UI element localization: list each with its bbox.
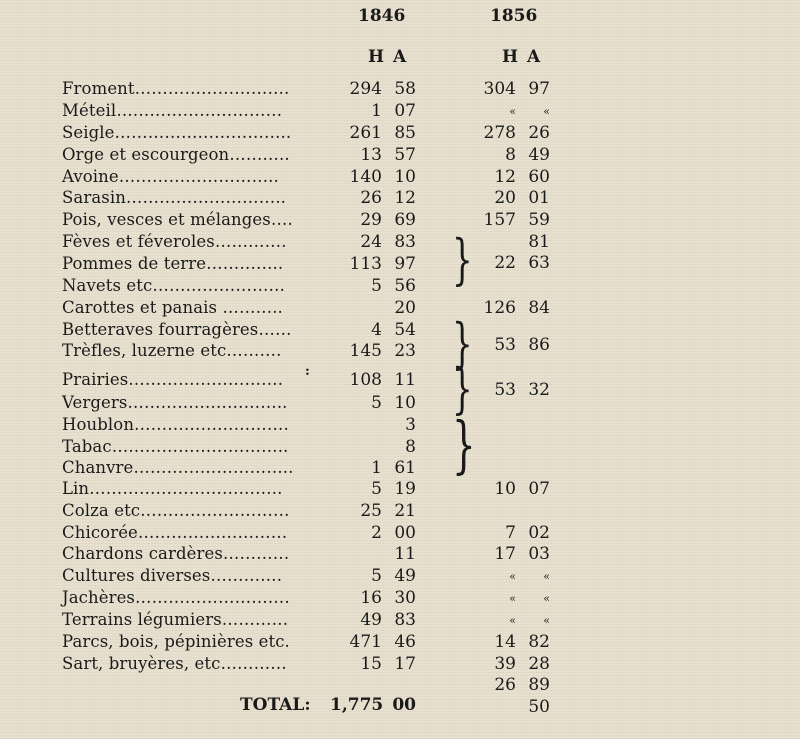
row-label: Terrains légumiers………… <box>62 610 289 629</box>
value-1856-a: 63 <box>528 253 550 273</box>
value-1856-h: 17 <box>494 544 516 564</box>
row-label: Chicorée……………………… <box>62 523 288 542</box>
value-1856-h: 126 <box>483 298 516 318</box>
value-1846-a: 46 <box>394 632 416 652</box>
row-label: Prairies………………………. <box>62 370 284 389</box>
value-1856-a: 97 <box>528 79 550 99</box>
value-1856-a: 82 <box>528 632 550 652</box>
extra-1856-a: 89 <box>528 675 550 695</box>
a-header-1846: A <box>393 47 407 67</box>
value-1856-h: « <box>509 592 516 605</box>
value-1846-a: 85 <box>394 123 416 143</box>
value-1846-h: 5 <box>371 479 382 499</box>
value-1846-a: 20 <box>394 298 416 318</box>
row-label: Betteraves fourragères…… <box>62 320 292 339</box>
total-1846-a: 00 <box>392 695 416 715</box>
value-1846-h: 108 <box>349 370 382 390</box>
value-1846-h: 1 <box>371 101 382 121</box>
row-label: Pommes de terre………….. <box>62 254 284 273</box>
value-1856-a: 60 <box>528 167 550 187</box>
value-1846-h: 1 <box>371 458 382 478</box>
value-1856-h: 7 <box>505 523 516 543</box>
value-1856-h: « <box>509 614 516 627</box>
value-1856-a: 84 <box>528 298 550 318</box>
value-1856-h: 53 <box>494 335 516 355</box>
value-1856-a: 01 <box>528 188 550 208</box>
value-1856-h: 14 <box>494 632 516 652</box>
value-1846-h: 29 <box>360 210 382 230</box>
row-label: Parcs, bois, pépinières etc. <box>62 632 290 651</box>
value-1846-h: 26 <box>360 188 382 208</box>
value-1846-a: 10 <box>394 167 416 187</box>
row-label: Fèves et féveroles…………. <box>62 232 287 251</box>
value-1856-a: 07 <box>528 479 550 499</box>
value-1856-h: 20 <box>494 188 516 208</box>
value-1856-a: 32 <box>528 380 550 400</box>
value-1846-h: 49 <box>360 610 382 630</box>
row-label: Chardons cardères………… <box>62 544 290 563</box>
total-1846-h: 1,775 <box>330 695 384 715</box>
value-1846-h: 5 <box>371 566 382 586</box>
value-1846-a: 12 <box>394 188 416 208</box>
total-label: TOTAL: <box>240 695 311 715</box>
year-1846-header: 1846 <box>358 6 406 26</box>
brace-feves-navets: } <box>452 228 473 291</box>
value-1846-a: 8 <box>405 437 416 457</box>
value-1846-a: 3 <box>405 415 416 435</box>
value-1846-h: 113 <box>349 254 382 274</box>
value-1856-h: 278 <box>483 123 516 143</box>
value-1846-h: 261 <box>349 123 382 143</box>
value-1846-a: 57 <box>394 145 416 165</box>
value-1856-a: « <box>543 614 550 627</box>
value-1846-h: 2 <box>371 523 382 543</box>
value-1846-h: 15 <box>360 654 382 674</box>
value-1846-a: 00 <box>394 523 416 543</box>
value-1846-h: 25 <box>360 501 382 521</box>
value-1846-a: 56 <box>394 276 416 296</box>
value-1846-h: 145 <box>349 341 382 361</box>
h-header-1846: H <box>368 47 385 67</box>
value-1846-a: 11 <box>394 370 416 390</box>
value-1846-h: 471 <box>349 632 382 652</box>
value-1846-a: 69 <box>394 210 416 230</box>
value-1856-a: « <box>543 592 550 605</box>
row-label: Pois, vesces et mélanges…. <box>62 210 293 229</box>
value-1846-a: 11 <box>394 544 416 564</box>
row-label: Chanvre……………………….. <box>62 458 294 477</box>
value-1856-a: 26 <box>528 123 550 143</box>
row-label: Navets etc…………………… <box>62 276 286 295</box>
row-label: Vergers……………………….. <box>62 393 288 412</box>
row-label: Orge et escourgeon……….. <box>62 145 290 164</box>
value-1856-h: 8 <box>505 145 516 165</box>
brace-prairies-vergers: } <box>452 357 473 420</box>
value-1846-h: 5 <box>371 276 382 296</box>
value-1856-a: 03 <box>528 544 550 564</box>
value-1846-h: 13 <box>360 145 382 165</box>
value-1846-h: 5 <box>371 393 382 413</box>
year-1856-header: 1856 <box>490 6 538 26</box>
extra-1856-h: 26 <box>494 675 516 695</box>
total-1856-a: 50 <box>528 697 550 717</box>
value-1846-h: 4 <box>371 320 382 340</box>
value-1846-a: 07 <box>394 101 416 121</box>
value-1846-a: 19 <box>394 479 416 499</box>
value-1856-h: 53 <box>494 380 516 400</box>
value-1856-a: 86 <box>528 335 550 355</box>
value-1846-a: 10 <box>394 393 416 413</box>
value-1846-h: 140 <box>349 167 382 187</box>
row-label: Méteil………………………… <box>62 101 283 120</box>
value-1856-h: « <box>509 570 516 583</box>
value-1846-a: 97 <box>394 254 416 274</box>
value-1846-a: 61 <box>394 458 416 478</box>
value-1856-a: « <box>543 105 550 118</box>
value-1856-a: « <box>543 570 550 583</box>
value-1846-h: 294 <box>349 79 382 99</box>
row-label: Sart, bruyères, etc………… <box>62 654 287 673</box>
value-1856-h: « <box>509 105 516 118</box>
row-label: Carottes et panais ……….. <box>62 298 283 317</box>
value-1846-a: 83 <box>394 610 416 630</box>
h-header-1856: H <box>502 47 519 67</box>
row-label: Houblon………………………. <box>62 415 289 434</box>
value-1856-h: 157 <box>483 210 516 230</box>
row-label: Froment………………………. <box>62 79 290 98</box>
row-label: Jachères………………………. <box>62 588 290 607</box>
value-1856-a: 81 <box>528 232 550 252</box>
value-1856-a: 02 <box>528 523 550 543</box>
value-1846-a: 83 <box>394 232 416 252</box>
brace-betteraves-trefles: } <box>452 312 473 375</box>
value-1856-h: 12 <box>494 167 516 187</box>
row-label: Lin…………………………….. <box>62 479 283 498</box>
brace-houblon-chanvre: } <box>452 408 476 481</box>
value-1846-a: 23 <box>394 341 416 361</box>
value-1856-h: 39 <box>494 654 516 674</box>
row-label: Avoine……………………….. <box>62 167 279 186</box>
value-1846-a: 54 <box>394 320 416 340</box>
row-label: Trèfles, luzerne etc………. <box>62 341 282 360</box>
value-1846-a: 30 <box>394 588 416 608</box>
value-1856-a: 59 <box>528 210 550 230</box>
row-label: Tabac………………………….. <box>62 437 289 456</box>
value-1846-a: 21 <box>394 501 416 521</box>
value-1846-a: 17 <box>394 654 416 674</box>
row-label: Colza etc……………………… <box>62 501 290 520</box>
value-1846-a: 49 <box>394 566 416 586</box>
row-label: Cultures diverses…………. <box>62 566 283 585</box>
value-1846-a: 58 <box>394 79 416 99</box>
row-label: Sarasin……………………….. <box>62 188 287 207</box>
value-1856-a: 28 <box>528 654 550 674</box>
value-1856-a: 49 <box>528 145 550 165</box>
value-1846-h: 24 <box>360 232 382 252</box>
a-header-1856: A <box>527 47 541 67</box>
colon-mark: : <box>305 364 310 379</box>
row-label: Seigle………………………….. <box>62 123 292 142</box>
value-1856-h: 10 <box>494 479 516 499</box>
value-1856-h: 304 <box>483 79 516 99</box>
value-1856-h: 22 <box>494 253 516 273</box>
value-1846-h: 16 <box>360 588 382 608</box>
